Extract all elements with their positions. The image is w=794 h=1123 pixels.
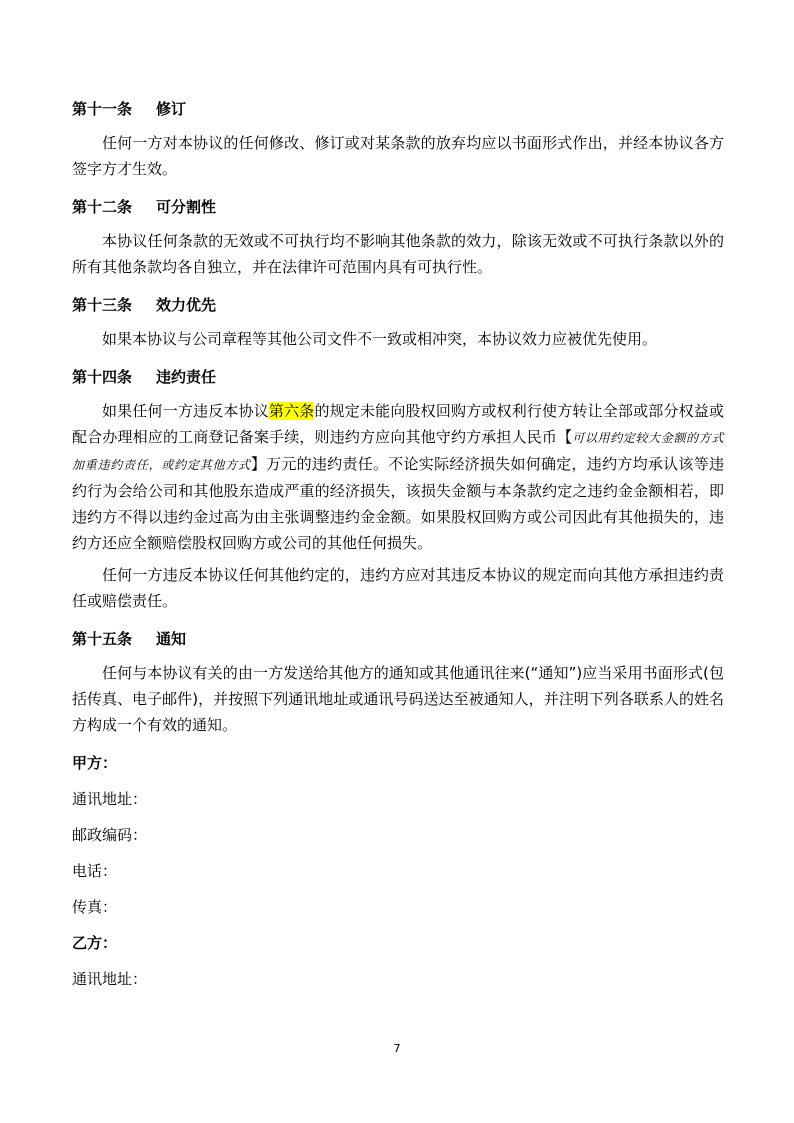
section-number: 第十四条 (72, 368, 133, 386)
party-a-phone: 电话： (72, 862, 118, 880)
section-number: 第十三条 (72, 296, 133, 314)
section-number: 第十一条 (72, 100, 133, 118)
section-14-paragraph-2: 任何一方违反本协议任何其他约定的，违约方应对其违反本协议的规定而向其他方承担违约责任或赔偿责任。 (72, 566, 724, 610)
section-11-paragraph: 任何一方对本协议的任何修改、修订或对某条款的放弃均应以书面形式作出，并经本协议各方签字方才生效。 (72, 134, 724, 178)
text-run: 如果任何一方违反本协议 (102, 402, 269, 420)
page-number: 7 (393, 1042, 401, 1055)
section-12-paragraph: 本协议任何条款的无效或不可执行均不影响其他条款的效力，除该无效或不可执行条款以外的所有其他条款均各自独立，并在法律许可范围内具有可执行性。 (72, 232, 724, 276)
section-13-paragraph: 如果本协议与公司章程等其他公司文件不一致或相冲突，本协议效力应被优先使用。 (102, 330, 658, 348)
italic-note: 可以用约定较大金额的方式加重违约责任，或约定其他方式 (72, 431, 724, 472)
section-number: 第十五条 (72, 630, 133, 648)
party-a-address: 通讯地址： (72, 790, 148, 808)
section-14-paragraph-1 (72, 398, 724, 556)
section-11-heading (72, 96, 724, 122)
document-page (72, 96, 724, 1002)
party-a-postcode: 邮政编码： (72, 826, 148, 844)
highlighted-reference: 第六条 (268, 402, 315, 420)
section-title: 可分割性 (156, 198, 217, 216)
section-14-heading (72, 364, 724, 390)
text-run: 】万元的违约责任。不论实际经济损失如何确定，违约方均承认该等违约行为会给公司和其他股东造成严重的经济损失，该损失金额与本条款约定之违约金金额相若，即违约方不得以违约金过高为由主张调整违约金金额。如果股权回购方或公司因此有其他损失的，违约方还应全额赔偿股权回购方或公司的其他任何损失。 (72, 455, 724, 552)
section-title: 修订 (156, 100, 187, 118)
party-b-label: 乙方： (72, 934, 118, 952)
section-12-heading (72, 194, 724, 220)
party-a-fax: 传真： (72, 898, 118, 916)
section-15-paragraph: 任何与本协议有关的由一方发送给其他方的通知或其他通讯往来(“通知”)应当采用书面形式(包括传真、电子邮件)，并按照下列通讯地址或通讯号码送达至被通知人，并注明下列各联系人的姓名方构成一个有效的通知。 (72, 664, 724, 734)
section-15-heading (72, 626, 724, 652)
section-13-heading (72, 292, 724, 318)
section-title: 效力优先 (156, 296, 217, 314)
section-number: 第十二条 (72, 198, 133, 216)
party-b-address: 通讯地址： (72, 970, 148, 988)
section-title: 违约责任 (156, 368, 217, 386)
text-run: 的规定未能向股权回购方或权利行使方转让全部或部分权益或配合办理相应的工商登记备案手续，则违约方应向其他守约方承担人民币【 (72, 402, 724, 446)
section-title: 通知 (156, 630, 187, 648)
party-a-label: 甲方： (72, 754, 118, 772)
